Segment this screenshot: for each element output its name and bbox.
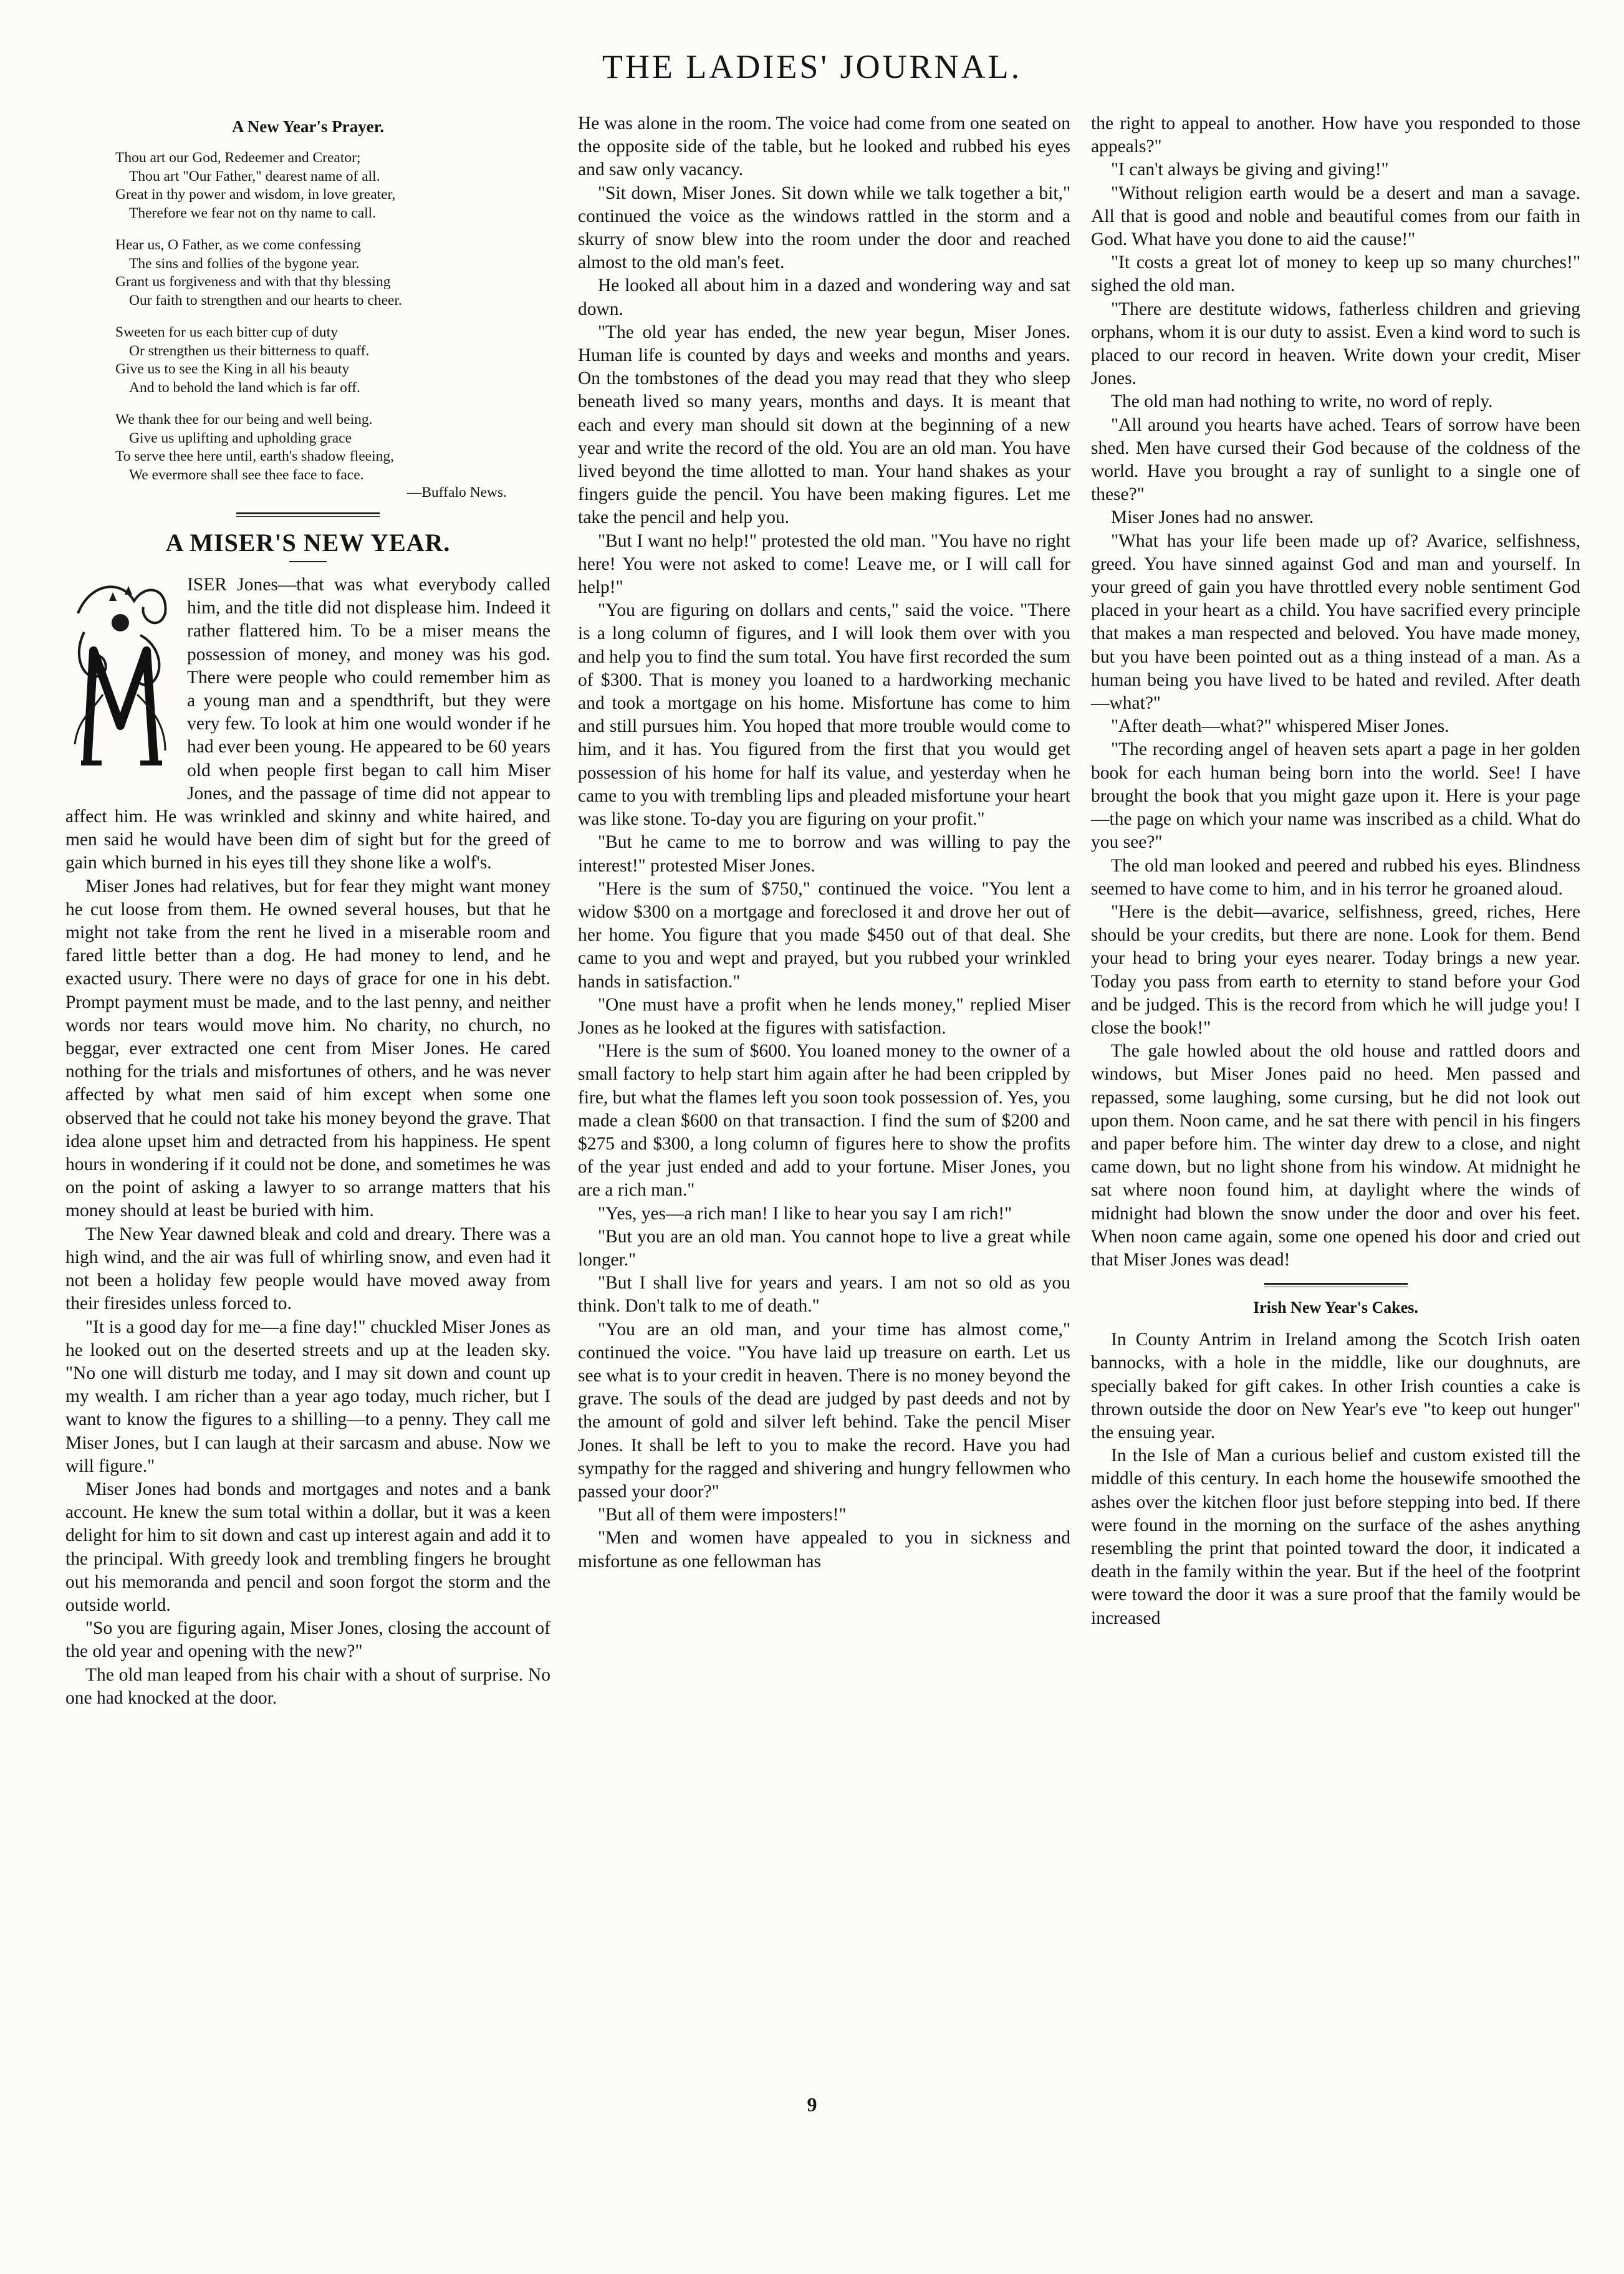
poem-credit: —Buffalo News. (406, 484, 507, 501)
paragraph: He was alone in the room. The voice had come from one seated on the opposite side of the table, but he looked and rubbed his eyes and saw only vacancy. (578, 113, 1070, 180)
paragraph: "But I shall live for years and years. I am not so old as you think. Don't talk to me of death." (578, 1273, 1070, 1317)
story-body-col2 (578, 112, 1070, 1573)
poem-line: Or strengthen us their bitterness to quaff. (129, 342, 370, 359)
poem-line: Thou art "Our Father," dearest name of all. (129, 168, 380, 185)
article-title: Irish New Year's Cakes. (1253, 1298, 1418, 1317)
poem-stanza (115, 149, 550, 223)
paragraph: "The recording angel of heaven sets apart a page in her golden book for each human being born into the world. See! I have brought the book that you might gaze upon it. Here is your page—the page on which your name was inscribed as a child. What do you see?" (1091, 739, 1580, 853)
section-divider (236, 512, 380, 517)
paragraph: Miser Jones had relatives, but for fear they might want money he cut loose from them. He owned several houses, but that he might not take from the rent he lived in a miserable room and fared little better than a dog. He had money to lend, and he exacted usury. There were no days of grace for one in his debt. Prompt payment must be made, and to the last penny, and neither words nor tears would move him. No charity, no church, no beggar, ever extracted one cent from Miser Jones. He cared nothing for the trials and misfortunes of others, and he was never affected by what men said of him except when some one observed that he could not take his money beyond the grave. That idea alone upset him and detracted from his happiness. He spent hours in wondering if it could not be done, and sometimes he was on the point of asking a lawyer to so arrange matters that his money should at least be buried with him. (65, 876, 550, 1221)
paragraph: He looked all about him in a dazed and wondering way and sat down. (578, 276, 1070, 319)
paragraph: In County Antrim in Ireland among the Scotch Irish oaten bannocks, with a hole in the middle, like our doughnuts, are specially baked for gift cakes. In other Irish counties a cake is thrown outside the door on New Year's eve "to keep out hunger" the ensuing year. (1091, 1330, 1580, 1442)
story-title: A MISER'S NEW YEAR. (165, 529, 451, 557)
story-body-col3 (1091, 112, 1580, 1272)
column-1 (65, 112, 550, 1710)
paragraph: The old man had nothing to write, no word of reply. (1111, 391, 1493, 412)
paragraph: "There are destitute widows, fatherless children and grieving orphans, whom it is our duty to assist. Even a kind word to such is placed to our record in heaven. Write down your credit, Miser Jones. (1091, 299, 1580, 389)
poem-body (65, 149, 550, 501)
poem-line: Great in thy power and wisdom, in love greater, (115, 186, 396, 203)
paragraph: "One must have a profit when he lends money," replied Miser Jones as he looked at the figures with satisfaction. (578, 994, 1070, 1038)
paragraph: "I can't always be giving and giving!" (1111, 160, 1389, 180)
paragraph: "But all of them were imposters!" (598, 1505, 847, 1525)
paragraph: ISER Jones—that was what everybody called him, and the title did not displease him. Indeed it rather flattered him. To be a miser means the possession of money, and money was his god. There were people who could remember him as a young man and a spendthrift, but they were very few. To look at him one would wonder if he had ever been young. He appeared to be 60 years old when people first began to call him Miser Jones, and the passage of time did not appear to affect him. He was wrinkled and skinny and white haired, and men said he would have been dim of sight but for the greed of gain which burned in his eyes till they shone like a wolf's. (65, 575, 550, 873)
paragraph: "But he came to me to borrow and was willing to pay the interest!" protested Miser Jones. (578, 832, 1070, 876)
poem-stanza (115, 411, 550, 484)
paragraph: The old man looked and peered and rubbed his eyes. Blindness seemed to have come to him, and in his terror he groaned aloud. (1091, 855, 1580, 899)
paragraph: "It costs a great lot of money to keep up so many churches!" sighed the old man. (1091, 252, 1580, 296)
masthead: THE LADIES' JOURNAL. (602, 48, 1022, 85)
poem-stanza (115, 324, 550, 397)
poem-line: Thou art our God, Redeemer and Creator; (115, 150, 361, 166)
poem-line: Give us to see the King in all his beauty (115, 361, 350, 377)
paragraph: "What has your life been made up of? Avarice, selfishness, greed. You have sinned against God and man and yourself. In your greed of gain you have throttled every noble sentiment God placed in your heart as a child. You have sacrified every principle that makes a man respected and beloved. You have made money, but you have been pointed out as a thing instead of a man. As a human being you have lived to be hated and reviled. After death—what?" (1091, 530, 1580, 714)
poem-line: We evermore shall see thee face to face. (129, 466, 364, 483)
section-divider (1264, 1283, 1408, 1287)
paragraph: Miser Jones had no answer. (1111, 507, 1314, 528)
poem-stanza (115, 236, 550, 310)
column-3 (1091, 112, 1580, 1630)
poem-line: Hear us, O Father, as we come confessing (115, 237, 361, 253)
paragraph: "Here is the sum of $600. You loaned money to the owner of a small factory to help start him again after he had been crippled by fire, but what the flames left you soon took possession of. Yes, you made a clean $600 on that transaction. I find the sum of $200 and $275 and $300, a long column of figures here to show the profits of the year just ended and add to your fortune. Miser Jones, you are a rich man." (578, 1041, 1070, 1201)
poem-line: Give us uplifting and upholding grace (129, 429, 352, 446)
paragraph: "The old year has ended, the new year begun, Miser Jones. Human life is counted by days and weeks and months and years. On the tombstones of the dead you may read that they who sleep beneath lived so many years, months and days. It is meant that each and every man should sit down at the beginning of a new year and write the record of the old. You are an old man. You have lived beyond the time allotted to man. Your hand shakes as your fingers guide the pencil. You have been making figures. Let me take the pencil and help you. (578, 322, 1070, 528)
ornamental-initial-m-icon (65, 576, 175, 782)
paragraph: "It is a good day for me—a fine day!" chuckled Miser Jones as he looked out on the deserted streets and up at the leaden sky. "No one will disturb me today, and I may sit down and count up my wealth. I am richer than a year ago today, much richer, but I want to know the figures to a shilling—to a penny. They call me Miser Jones, but I can laugh at their sarcasm and abuse. Now we will figure." (65, 1317, 550, 1476)
paragraph: Miser Jones had bonds and mortgages and notes and a bank account. He knew the sum total within a dollar, but it was a keen delight for him to sit down and cast up interest again and add it to the principal. With greedy look and trembling fingers he brought out his memoranda and pencil and soon forgot the storm and the outside world. (65, 1479, 550, 1615)
paragraph: "All around you hearts have ached. Tears of sorrow have been shed. Men have cursed their God because of the coldness of the world. Have you brought a ray of sunlight to a single one of these?" (1091, 415, 1580, 505)
poem-line: To serve thee here until, earth's shadow fleeing, (115, 448, 394, 464)
page-number: 9 (807, 2093, 817, 2116)
paragraph: "Sit down, Miser Jones. Sit down while we talk together a bit," continued the voice as the windows rattled in the storm and a skurry of snow blew into the room under the door and reached almost to the old man's feet. (578, 183, 1070, 273)
poem-line: Therefore we fear not on thy name to call. (129, 204, 377, 221)
poem-line: The sins and follies of the bygone year. (129, 255, 360, 272)
poem-line: We thank thee for our being and well being. (115, 411, 373, 428)
paragraph: "But you are an old man. You cannot hope to live a great while longer." (578, 1226, 1070, 1270)
title-divider (289, 561, 327, 562)
paragraph: "Here is the debit—avarice, selfishness, greed, riches, Here should be your credits, but there are none. Look for them. Bend your head to bring your eyes nearer. Today brings a new year. Today you pass from earth to eternity to stand before your God and be judged. This is the record from which he will judge you! I close the book!" (1091, 901, 1580, 1038)
paragraph: the right to appeal to another. How have you responded to those appeals?" (1091, 113, 1580, 157)
story-body-col1 (65, 573, 550, 1710)
irish-cakes-body (1091, 1328, 1580, 1630)
paragraph: "So you are figuring again, Miser Jones, closing the account of the old year and opening with the new?" (65, 1618, 550, 1662)
paragraph: "But I want no help!" protested the old man. "You have no right here! You were not asked to come! Leave me, or I will call for help!" (578, 530, 1070, 598)
paragraph: The gale howled about the old house and rattled doors and windows, but Miser Jones paid no heed. Men passed and repassed, some laughing, some cursing, but he did not look out upon them. Noon came, and he sat there with pencil in his fingers and paper before him. The winter day drew to a close, and night came down, but no light shone from his window. At midnight he sat where noon found him, at daylight where the winds of midnight had blown the snow under the door and over his feet. When noon came again, some one opened his door and cried out that Miser Jones was dead! (1091, 1041, 1580, 1270)
paragraph: "Without religion earth would be a desert and man a savage. All that is good and noble and beautiful comes from our faith in God. What have you done to aid the cause!" (1091, 183, 1580, 250)
poem-line: Grant us forgiveness and with that thy blessing (115, 274, 391, 290)
paragraph: "You are figuring on dollars and cents," said the voice. "There is a long column of figures, and I will look them over with you and help you to find the sum total. You have first recorded the sum of $300. That is money you loaned to a hardworking mechanic and took a mortgage on his home. Misfortune has come to him and still pursues him. You hoped that more trouble would come to him, and it has. You figured from the first that you would get possession of his home for half its value, and yesterday when he came to you with trembling lips and pleaded misfortune your heart was like stone. To-day you are figuring on your profit." (578, 600, 1070, 830)
paragraph: "After death—what?" whispered Miser Jones. (1111, 716, 1449, 737)
poem-line: Sweeten for us each bitter cup of duty (115, 324, 338, 340)
poem-line: And to behold the land which is far off. (129, 379, 360, 396)
paragraph: In the Isle of Man a curious belief and custom existed till the middle of this century. In each home the housewife smoothed the ashes over the kitchen floor just before stepping into bed. If there were found in the morning on the surface of the ashes anything resembling the print that pointed toward the door, it indicated a death in the family within the year. But if the heel of the footprint were toward the door it was a sure proof that the family would be increased (1091, 1446, 1580, 1628)
paragraph: "You are an old man, and your time has almost come," continued the voice. "You have laid up treasure on earth. Let us see what is to your credit in heaven. There is no money beyond the grave. The souls of the dead are judged by past deeds and not by the amount of gold and silver left behind. Take the pencil Miser Jones. It shall be left to you to make the record. Have you had sympathy for the ragged and shivering and hungry fellowmen who passed your door?" (578, 1319, 1070, 1502)
column-2 (578, 112, 1070, 1573)
paragraph: The old man leaped from his chair with a shout of surprise. No one had knocked at the door. (65, 1664, 550, 1708)
poem-title: A New Year's Prayer. (232, 117, 384, 136)
paragraph: "Yes, yes—a rich man! I like to hear you say I am rich!" (598, 1203, 1012, 1224)
paragraph: The New Year dawned bleak and cold and dreary. There was a high wind, and the air was full of whirling snow, and even had it not been a holiday few people would have moved away from their firesides unless forced to. (65, 1224, 550, 1314)
paragraph: "Here is the sum of $750," continued the voice. "You lent a widow $300 on a mortgage and foreclosed it and drove her out of her home. You figure that you made $450 out of that deal. She came to you and wept and prayed, but you rubbed your wrinkled hands in satisfaction." (578, 878, 1070, 992)
paragraph: "Men and women have appealed to you in sickness and misfortune as one fellowman has (578, 1528, 1070, 1571)
poem-line: Our faith to strengthen and our hearts to cheer. (129, 292, 402, 309)
